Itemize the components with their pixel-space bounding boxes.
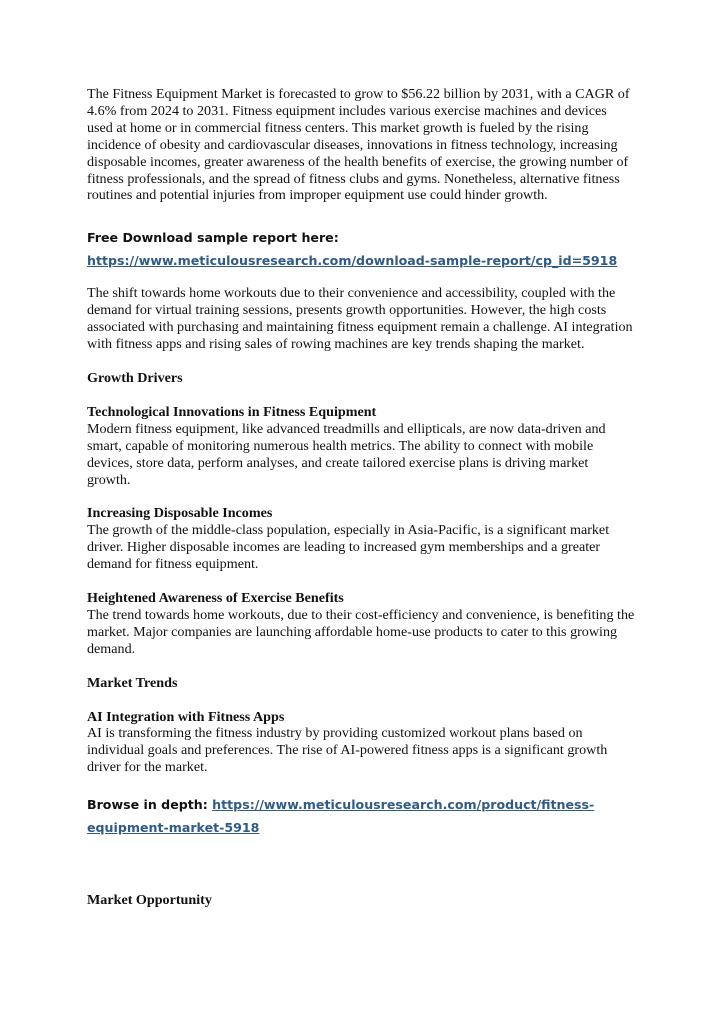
browse-block xyxy=(87,793,635,839)
driver-body: The growth of the middle-class population, especially in Asia-Pacific, is a significant market driver. Higher disposable incomes are leading to increased gym memberships and a greater demand for fitness equipment. xyxy=(87,522,610,573)
trend-title: AI Integration with Fitness Apps xyxy=(87,708,285,725)
driver-title: Increasing Disposable Incomes xyxy=(87,505,273,522)
download-label: Free Download sample report here: xyxy=(87,230,339,246)
shift-paragraph: The shift towards home workouts due to their convenience and accessibility, coupled with the demand for virtual training sessions, presents growth opportunities. However, the high costs associated with purchasing and maintaining fitness equipment remain a challenge. AI integration with fitness apps and rising sales of rowing machines are key trends shaping the market. xyxy=(87,285,633,353)
driver-body: Modern fitness equipment, like advanced treadmills and ellipticals, are now data-driven and smart, capable of monitoring numerous health metrics. The ability to connect with mobile devices, store data, perform analyses, and create tailored exercise plans is driving market growth. xyxy=(87,420,606,488)
driver-item xyxy=(87,505,635,573)
growth-drivers-heading: Growth Drivers xyxy=(87,369,183,386)
browse-link[interactable]: https://www.meticulousresearch.com/product/fitness-equipment-market-5918 xyxy=(87,797,595,836)
driver-item xyxy=(87,590,635,658)
browse-label: Browse in depth: xyxy=(87,797,208,813)
document-page xyxy=(87,86,635,926)
intro-paragraph: The Fitness Equipment Market is forecasted to grow to $56.22 billion by 2031, with a CAGR of 4.6% from 2024 to 2031. Fitness equipment includes various exercise machines and devices used at home or in commercial fitness centers. This market growth is fueled by the rising incidence of obesity and cardiovascular diseases, innovations in fitness technology, increasing disposable incomes, greater awareness of the health benefits of exercise, the growing number of fitness professionals, and the spread of fitness clubs and gyms. Nonetheless, alternative fitness routines and potential injuries from improper equipment use could hinder growth. xyxy=(87,86,630,204)
driver-title: Heightened Awareness of Exercise Benefits xyxy=(87,590,344,607)
driver-item xyxy=(87,404,635,489)
market-trends-heading: Market Trends xyxy=(87,674,178,691)
driver-title: Technological Innovations in Fitness Equipment xyxy=(87,403,377,420)
download-link[interactable]: https://www.meticulousresearch.com/download-sample-report/cp_id=5918 xyxy=(87,253,618,269)
download-block xyxy=(87,226,635,272)
market-opportunity-heading: Market Opportunity xyxy=(87,892,212,909)
trend-body: AI is transforming the fitness industry by providing customized workout plans based on individual goals and preferences. The rise of AI-powered fitness apps is a significant growth driver for the market. xyxy=(87,725,608,776)
trend-item xyxy=(87,709,635,777)
driver-body: The trend towards home workouts, due to their cost-efficiency and convenience, is benefiting the market. Major companies are launching affordable home-use products to cater to this growing demand. xyxy=(87,606,635,657)
